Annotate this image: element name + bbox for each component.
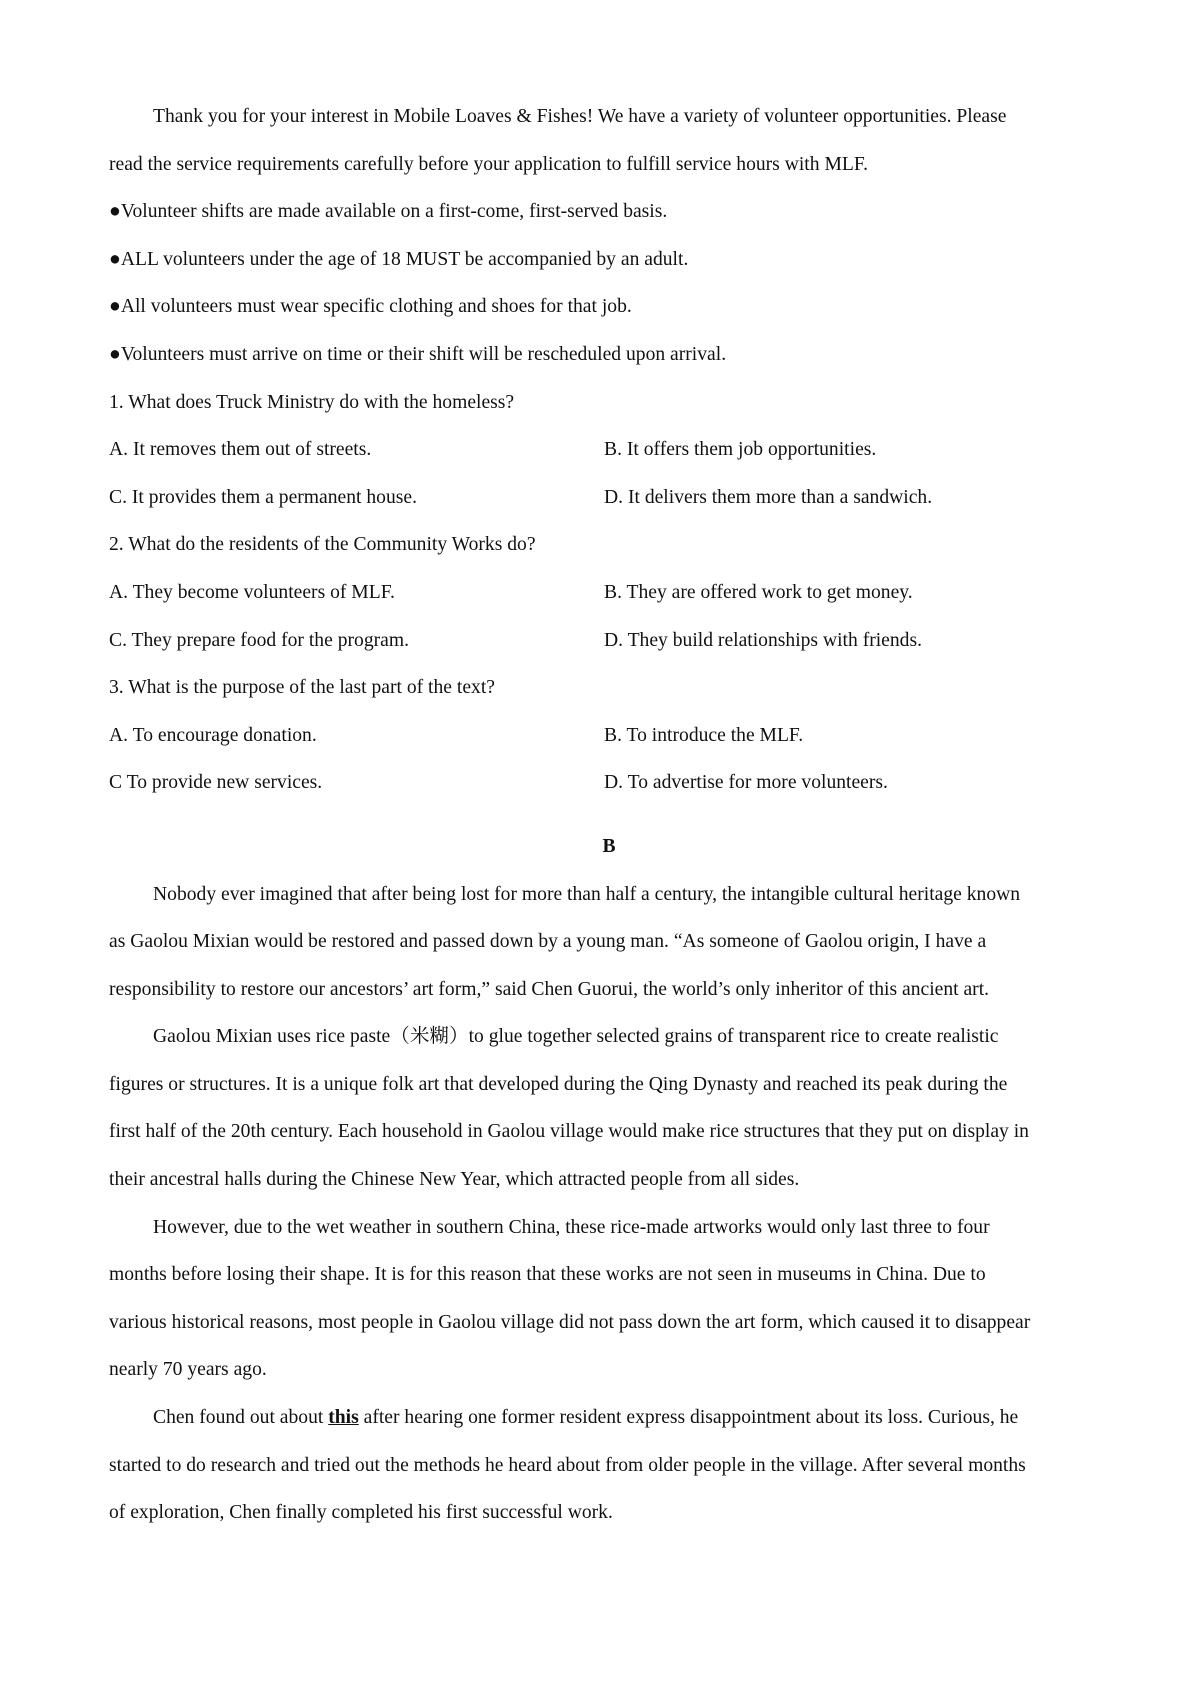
paragraph-line: started to do research and tried out the methods he heard about from older people in the village. After several months [109, 1454, 1026, 1476]
text-after: after hearing one former resident express disappointment about its loss. Curious, he [358, 1407, 1019, 1429]
option-a: A. To encourage donation. [109, 724, 317, 746]
rule-item: ●Volunteers must arrive on time or their shift will be rescheduled upon arrival. [109, 343, 727, 365]
rule-item: ●Volunteer shifts are made available on a first-come, first-served basis. [109, 201, 668, 223]
option-d: D. It delivers them more than a sandwich. [604, 486, 933, 508]
paragraph-line [109, 1394, 1109, 1442]
paragraph-line: responsibility to restore our ancestors’ art form,” said Chen Guorui, the world’s only inheritor of this ancient art. [109, 978, 990, 1000]
option-b: B. To introduce the MLF. [604, 724, 804, 746]
document [109, 93, 1109, 1537]
paragraph-line: figures or structures. It is a unique folk art that developed during the Qing Dynasty and reached its peak during the [109, 1073, 1008, 1095]
paragraph-line: of exploration, Chen finally completed his first successful work. [109, 1502, 613, 1524]
option-a: A. It removes them out of streets. [109, 439, 372, 461]
option-c: C. It provides them a permanent house. [109, 486, 417, 508]
paragraph-line: Gaolou Mixian uses rice paste（米糊）to glue together selected grains of transparent rice to create realistic [153, 1026, 999, 1048]
intro-line: Thank you for your interest in Mobile Loaves & Fishes! We have a variety of volunteer opportunities. Please [153, 106, 1007, 127]
section-heading: B [602, 835, 616, 857]
question-1: 1. What does Truck Ministry do with the homeless? [109, 391, 515, 413]
option-b: B. They are offered work to get money. [604, 581, 913, 603]
text-before: Chen found out about [153, 1407, 329, 1429]
rule-item: ●ALL volunteers under the age of 18 MUST be accompanied by an adult. [109, 248, 689, 270]
paragraph-line: months before losing their shape. It is for this reason that these works are not seen in museums in China. Due to [109, 1264, 986, 1286]
option-c: C. They prepare food for the program. [109, 629, 409, 651]
underlined-keyword: this [328, 1407, 359, 1429]
paragraph-line: first half of the 20th century. Each household in Gaolou village would make rice structures that they put on display in [109, 1121, 1029, 1143]
question-2: 2. What do the residents of the Community Works do? [109, 534, 536, 556]
paragraph-line: Nobody ever imagined that after being lost for more than half a century, the intangible cultural heritage known [153, 883, 1021, 905]
intro-line: read the service requirements carefully before your application to fulfill service hours with MLF. [109, 153, 869, 175]
paragraph-line: However, due to the wet weather in southern China, these rice-made artworks would only last three to four [153, 1216, 990, 1238]
option-c: C To provide new services. [109, 772, 323, 794]
paragraph-line: their ancestral halls during the Chinese New Year, which attracted people from all sides. [109, 1169, 800, 1191]
option-d: D. They build relationships with friends. [604, 629, 922, 651]
question-3: 3. What is the purpose of the last part of the text? [109, 677, 495, 699]
paragraph-line: as Gaolou Mixian would be restored and passed down by a young man. “As someone of Gaolou origin, I have a [109, 931, 987, 953]
paragraph-line: nearly 70 years ago. [109, 1359, 267, 1381]
paragraph-line: various historical reasons, most people in Gaolou village did not pass down the art form, which caused it to disappear [109, 1311, 1031, 1333]
rule-item: ●All volunteers must wear specific clothing and shoes for that job. [109, 296, 632, 318]
option-b: B. It offers them job opportunities. [604, 439, 877, 461]
option-d: D. To advertise for more volunteers. [604, 772, 888, 794]
option-a: A. They become volunteers of MLF. [109, 581, 395, 603]
